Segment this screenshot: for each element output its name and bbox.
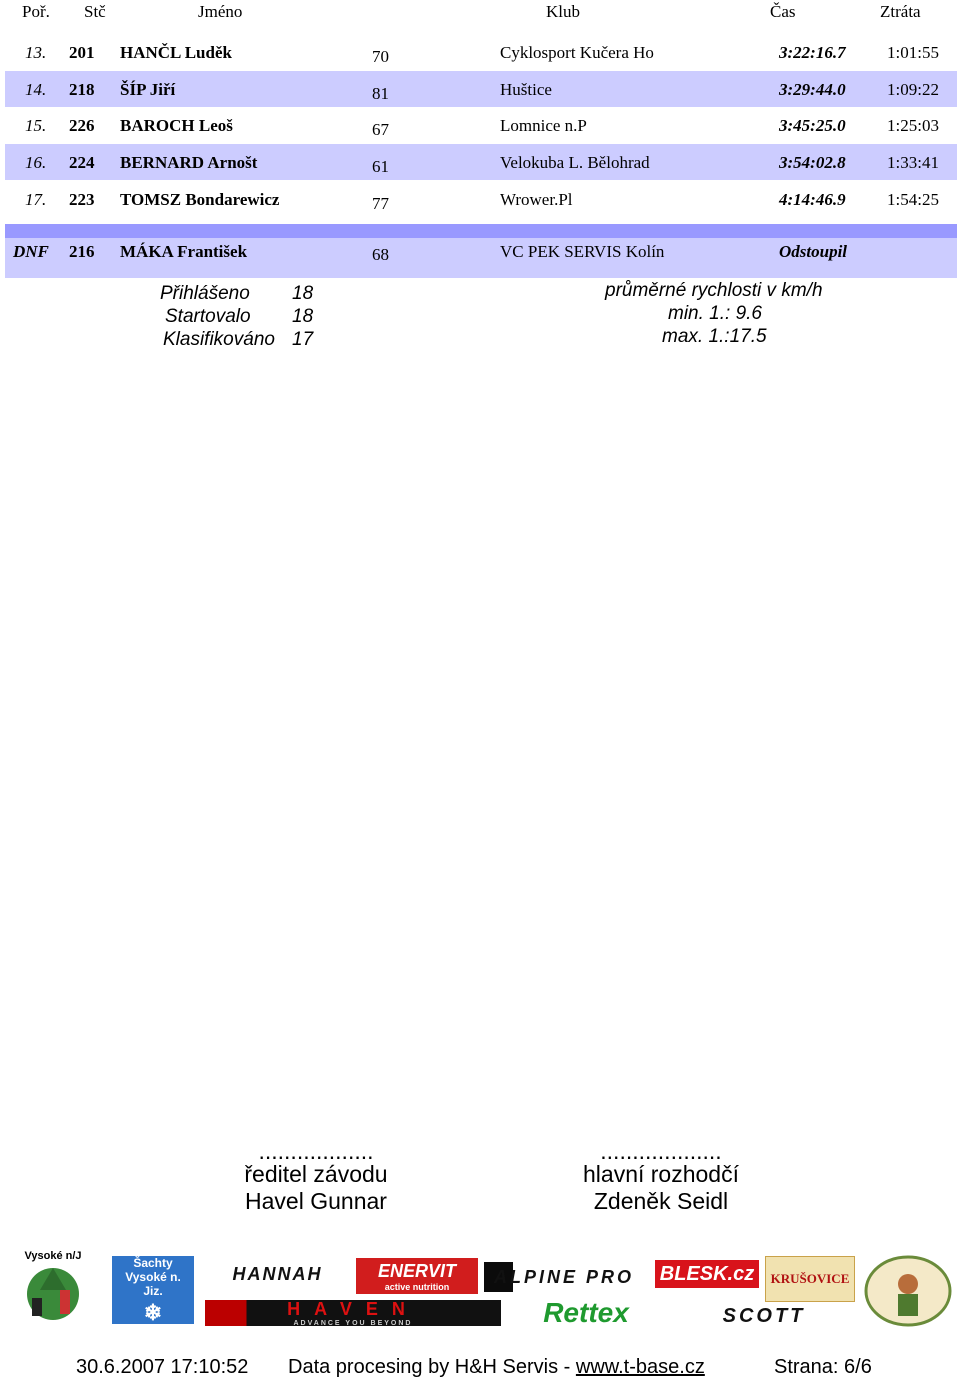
- header-klub: Klub: [546, 2, 580, 21]
- classified-label: Klasifikováno: [163, 329, 275, 350]
- rider-name: ŠÍP Jiří: [120, 80, 176, 99]
- gap: 1:33:41: [887, 153, 939, 172]
- table-row: [5, 144, 957, 180]
- time: 3:45:25.0: [779, 116, 846, 135]
- credit-prefix: Data procesing by H&H Servis -: [288, 1356, 576, 1378]
- dnf-status: Odstoupil: [779, 242, 848, 261]
- scott-logo: SCOTT: [722, 1305, 806, 1327]
- gap: 1:54:25: [887, 190, 939, 209]
- start-number: 201: [69, 43, 95, 62]
- rank: 16.: [25, 153, 47, 172]
- snowflake-icon: ❄: [143, 1300, 163, 1324]
- gap: 1:25:03: [887, 116, 939, 135]
- header-cas: Čas: [770, 2, 796, 21]
- rider-name: BAROCH Leoš: [120, 116, 233, 135]
- gap: 1:01:55: [887, 43, 939, 62]
- signature-line: ...................: [600, 1138, 722, 1164]
- tbase-link[interactable]: www.t-base.cz: [575, 1356, 705, 1378]
- classified-count: 17: [292, 329, 314, 350]
- speed-max: max. 1.:17.5: [662, 326, 767, 347]
- gambrinus-emblem-icon: [862, 1254, 954, 1328]
- table-row: [5, 34, 957, 70]
- credit-text: [288, 1356, 705, 1379]
- header-jmeno: Jméno: [198, 2, 243, 21]
- gambrinus-emblem: [862, 1254, 954, 1328]
- enervit-logo: ENERVIT active nutrition: [356, 1258, 478, 1294]
- alpine-pro-logo: ALPINE PRO: [484, 1262, 644, 1292]
- start-number: 216: [69, 242, 95, 261]
- rank: 14.: [25, 80, 47, 99]
- birth-year: 81: [372, 84, 389, 103]
- club: Lomnice n.P: [500, 116, 587, 135]
- time: 4:14:46.9: [779, 190, 846, 209]
- time: 3:54:02.8: [779, 153, 846, 172]
- club: Wrower.Pl: [500, 190, 573, 209]
- time: 3:29:44.0: [779, 80, 846, 99]
- sachty-logo: Šachty Vysoké n. Jiz. ❄: [112, 1256, 194, 1324]
- rider-name: TOMSZ Bondarewicz: [120, 190, 280, 209]
- rank: 15.: [25, 116, 47, 135]
- director-role: ředitel závodu: [244, 1161, 388, 1187]
- speed-min: min. 1.: 9.6: [668, 303, 762, 324]
- vysoke-emblem-icon: [18, 1262, 88, 1322]
- start-number: 218: [69, 80, 95, 99]
- club: Velokuba L. Bělohrad: [500, 153, 650, 172]
- header-ztrata: Ztráta: [880, 2, 921, 21]
- birth-year: 68: [372, 245, 389, 264]
- referee-role: hlavní rozhodčí: [583, 1161, 739, 1187]
- registered-label: Přihlášeno: [160, 283, 250, 304]
- haven-logo: HAVEN ADVANCE YOU BEYOND: [205, 1300, 501, 1326]
- table-row: [5, 71, 957, 107]
- dnf-label: DNF: [13, 242, 49, 261]
- vysoke-logo: Vysoké n/J: [14, 1250, 92, 1328]
- header-stc: Stč: [84, 2, 106, 21]
- started-count: 18: [292, 306, 314, 327]
- birth-year: 61: [372, 157, 389, 176]
- club: Cyklosport Kučera Ho: [500, 43, 654, 62]
- rank: 17.: [25, 190, 47, 209]
- print-datetime: 30.6.2007 17:10:52: [76, 1356, 249, 1378]
- table-row: [5, 107, 957, 143]
- page-number: Strana: 6/6: [774, 1356, 872, 1378]
- rider-name: HANČL Luděk: [120, 43, 232, 62]
- start-number: 223: [69, 190, 95, 209]
- signature-line: ..................: [258, 1138, 374, 1164]
- rider-name: BERNARD Arnošt: [120, 153, 258, 172]
- speed-title: průměrné rychlosti v km/h: [605, 280, 823, 301]
- rank: 13.: [25, 43, 47, 62]
- time: 3:22:16.7: [779, 43, 846, 62]
- table-row: [5, 181, 957, 217]
- section-divider: [5, 224, 957, 238]
- started-label: Startovalo: [165, 306, 251, 327]
- registered-count: 18: [292, 283, 314, 304]
- club: VC PEK SERVIS Kolín: [500, 242, 665, 261]
- director-name: Havel Gunnar: [245, 1188, 387, 1214]
- dnf-row: [5, 224, 957, 278]
- birth-year: 67: [372, 120, 389, 139]
- rettex-logo: Rettex: [543, 1298, 629, 1328]
- birth-year: 77: [372, 194, 389, 213]
- krusovice-logo: KRUŠOVICE: [765, 1256, 855, 1302]
- birth-year: 70: [372, 47, 389, 66]
- start-number: 224: [69, 153, 95, 172]
- header-por: Poř.: [22, 2, 50, 21]
- start-number: 226: [69, 116, 95, 135]
- gap: 1:09:22: [887, 80, 939, 99]
- hannah-logo: HANNAH: [232, 1263, 323, 1284]
- blesk-logo: BLESK.cz: [655, 1260, 759, 1288]
- referee-name: Zdeněk Seidl: [593, 1188, 729, 1214]
- rider-name: MÁKA František: [120, 242, 248, 261]
- club: Huštice: [500, 80, 552, 99]
